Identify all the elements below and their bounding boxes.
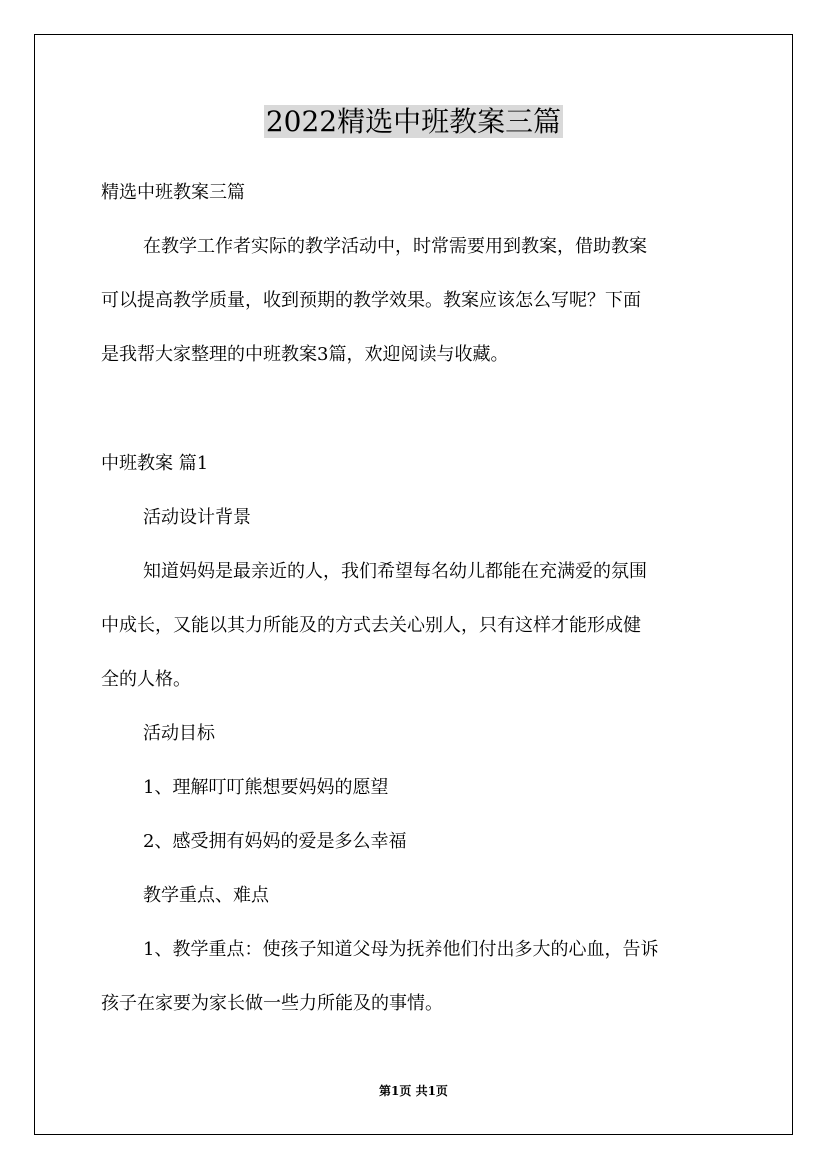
intro-line-3: 是我帮大家整理的中班教案3篇，欢迎阅读与收藏。 — [101, 344, 509, 365]
intro-line-1: 在教学工作者实际的教学活动中，时常需要用到教案，借助教案 — [143, 236, 647, 257]
page-footer: 第1页 共1页 — [379, 1084, 448, 1098]
document-title — [0, 100, 827, 144]
activity-background-line-2: 中成长，又能以其力所能及的方式去关心别人，只有这样才能形成健 — [101, 615, 641, 636]
subtitle: 精选中班教案三篇 — [101, 182, 245, 203]
activity-background-line-1: 知道妈妈是最亲近的人，我们希望每名幼儿都能在充满爱的氛围 — [143, 561, 647, 582]
key-points-line-2: 孩子在家要为家长做一些力所能及的事情。 — [101, 993, 443, 1014]
activity-background-heading: 活动设计背景 — [143, 507, 251, 528]
goal-item-1: 1、理解叮叮熊想要妈妈的愿望 — [143, 777, 389, 798]
key-points-line-1: 1、教学重点：使孩子知道父母为抚养他们付出多大的心血，告诉 — [143, 939, 659, 960]
activity-background-line-3: 全的人格。 — [101, 669, 191, 690]
document-title-text: 2022精选中班教案三篇 — [265, 105, 562, 138]
goals-heading: 活动目标 — [143, 723, 215, 744]
goal-item-2: 2、感受拥有妈妈的爱是多么幸福 — [143, 831, 407, 852]
key-points-heading: 教学重点、难点 — [143, 885, 269, 906]
intro-line-2: 可以提高教学质量，收到预期的教学效果。教案应该怎么写呢？下面 — [101, 290, 641, 311]
section-heading: 中班教案 篇1 — [101, 453, 209, 474]
